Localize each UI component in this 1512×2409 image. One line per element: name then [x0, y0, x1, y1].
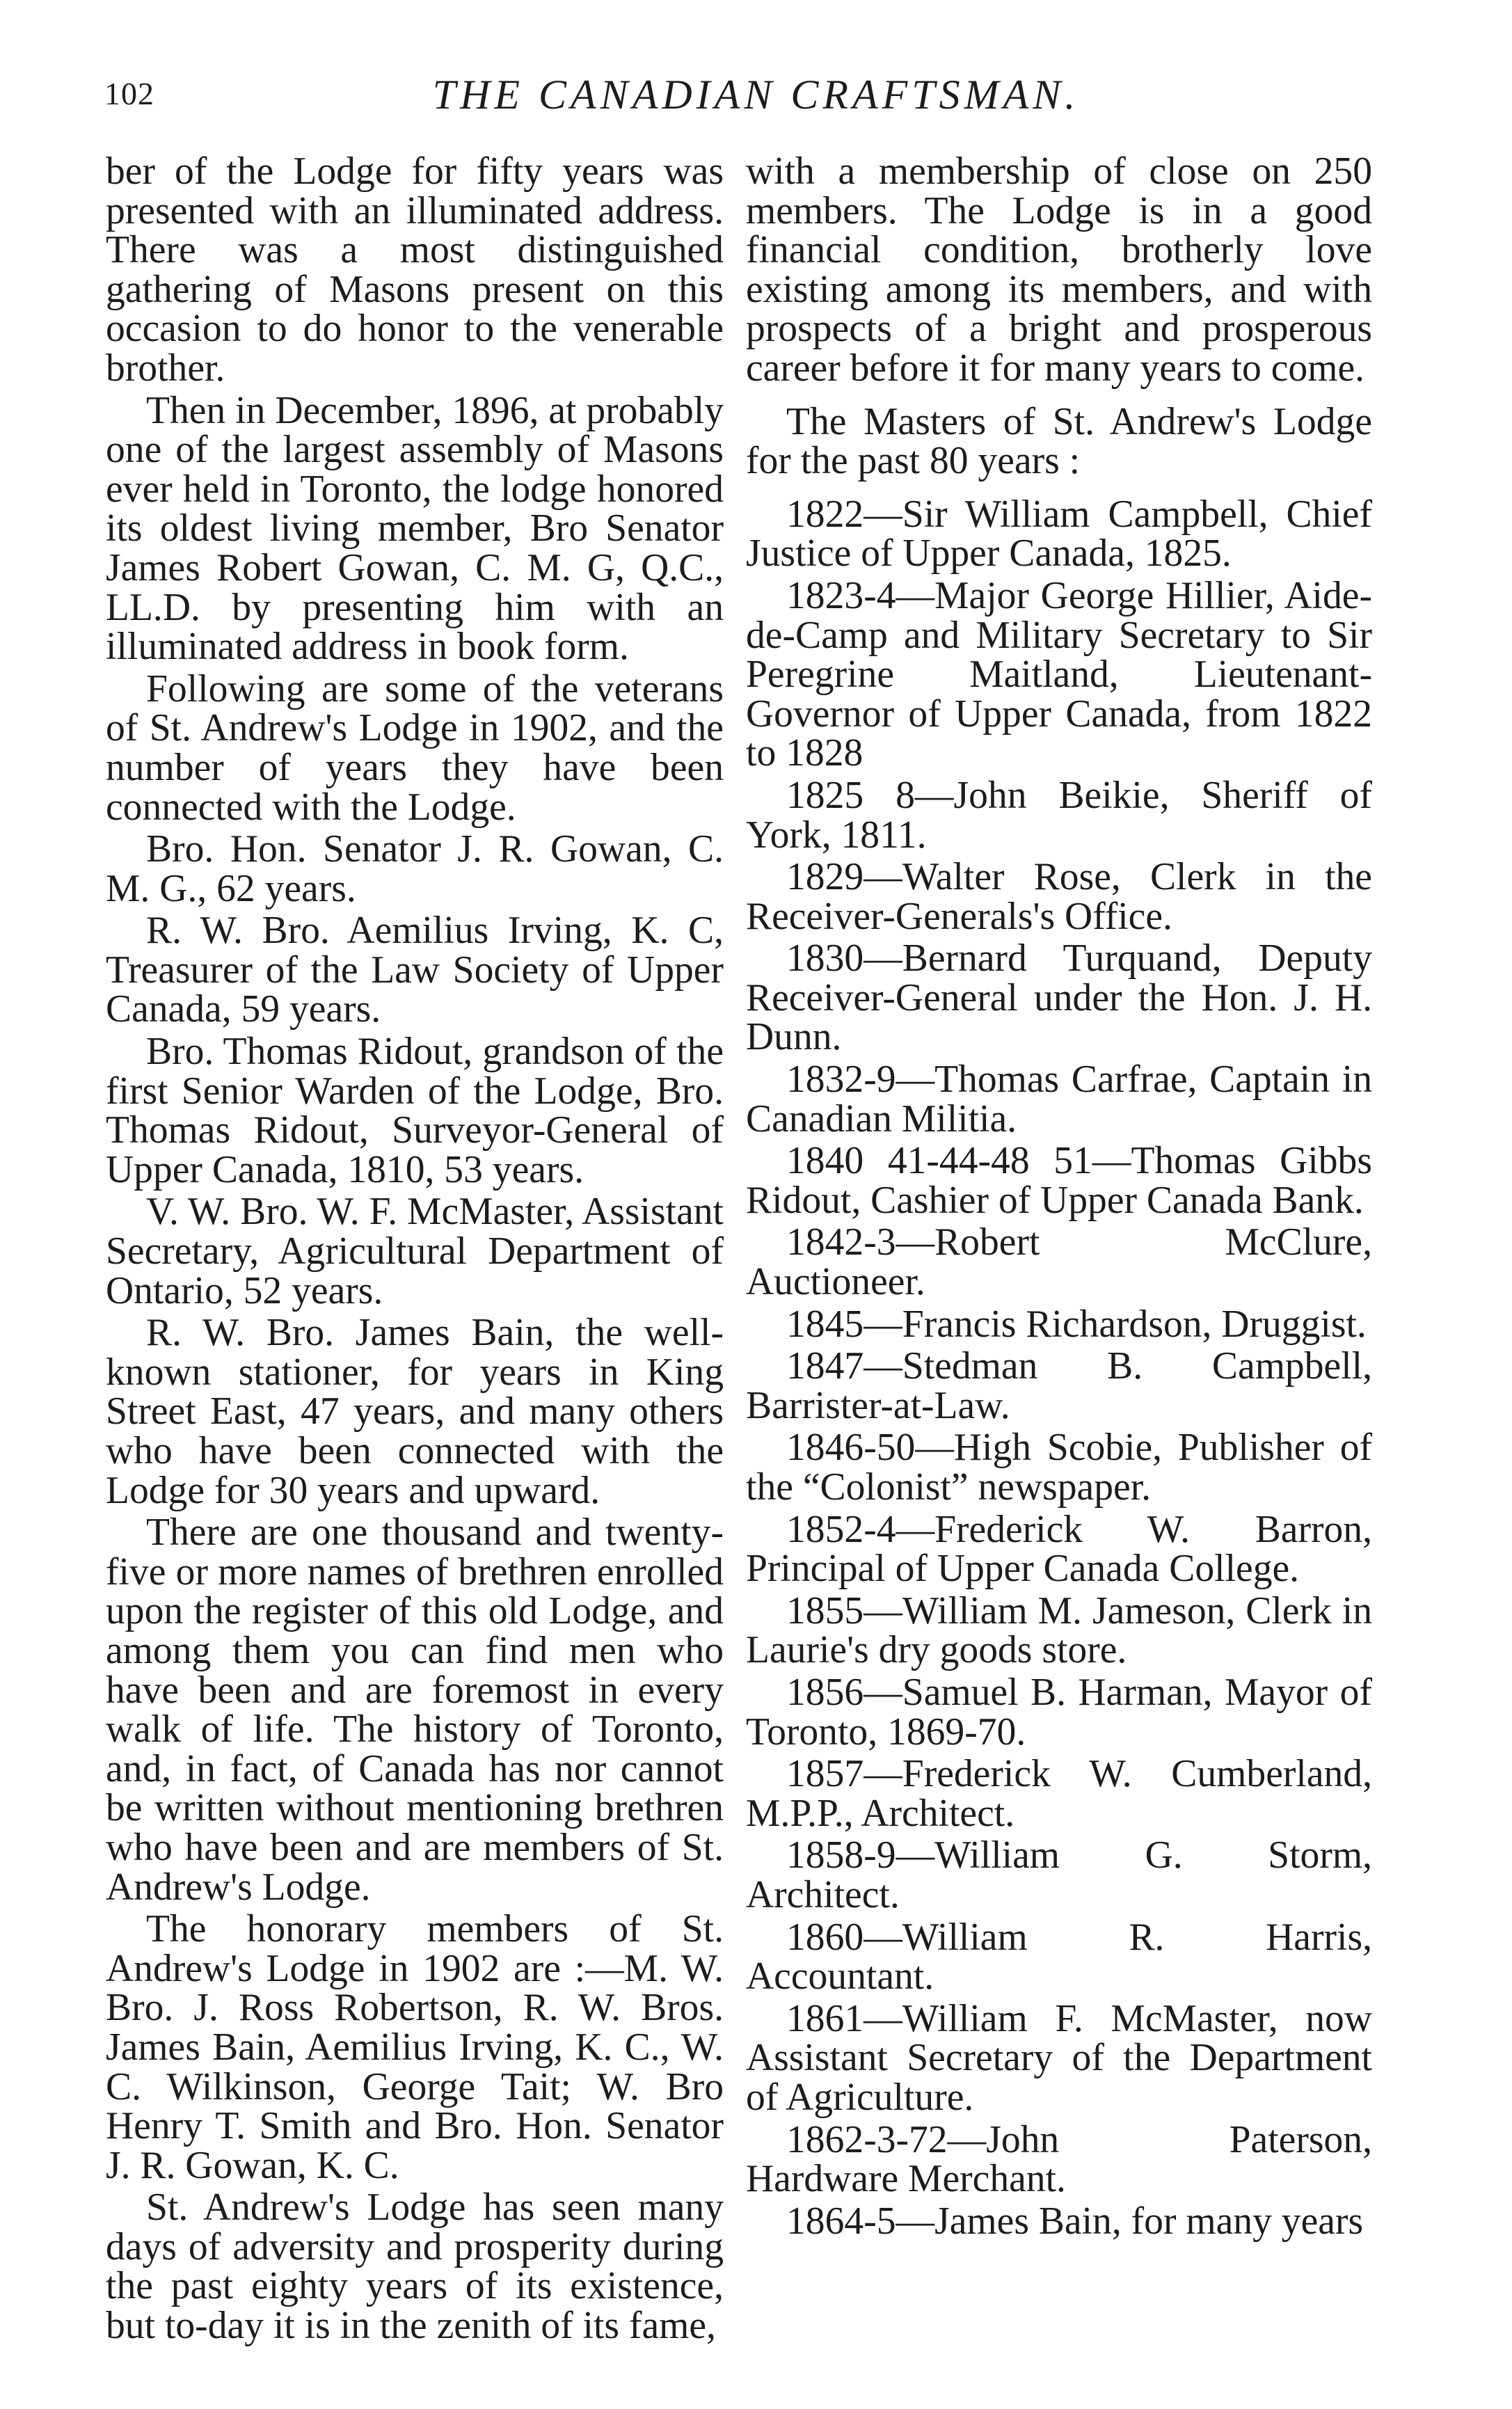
- master-entry: 1842-3—Robert McClure, Auctioneer.: [746, 1221, 1372, 1304]
- master-entry: 1822—Sir William Campbell, Chief Justice of Upper Canada, 1825.: [746, 492, 1372, 575]
- paragraph: ber of the Lodge for fifty years was presented with an illuminated address. There was a most distinguished gathering of Masons present on this occasion to do honor to the venerable brother.: [106, 150, 724, 390]
- paragraph: Bro. Hon. Senator J. R. Gowan, C. M. G., 62 years.: [106, 827, 724, 910]
- left-column: [106, 152, 724, 2348]
- master-entry: 1847—Stedman B. Campbell, Barrister-at-Law.: [746, 1344, 1372, 1427]
- master-entry: 1823-4—Major George Hillier, Aide-de-Camp and Military Secretary to Sir Peregrine Maitland, Lieutenant-Governor of Upper Canada, from 1822 to 1828: [746, 573, 1372, 775]
- master-entry: 1861—William F. McMaster, now Assistant Secretary of the Department of Agriculture.: [746, 1996, 1372, 2119]
- paragraph: R. W. Bro. James Bain, the well-known stationer, for years in King Street East, 47 years, and many others who have been connected with the Lodge for 30 years and upward.: [106, 1311, 724, 1512]
- paragraph: R. W. Bro. Aemilius Irving, K. C, Treasurer of the Law Society of Upper Canada, 59 years.: [106, 909, 724, 1031]
- paragraph: There are one thousand and twenty-five or more names of brethren enrolled upon the register of this old Lodge, and among them you can find men who have been and are foremost in every walk of life. The history of Toronto, and, in fact, of Canada has nor cannot be written without mentioning brethren who have been and are members of St. Andrew's Lodge.: [106, 1511, 724, 1909]
- master-entry: 1829—Walter Rose, Clerk in the Receiver-Generals's Office.: [746, 855, 1372, 938]
- running-title: THE CANADIAN CRAFTSMAN.: [432, 72, 1080, 118]
- master-entry: 1832-9—Thomas Carfrae, Captain in Canadian Militia.: [746, 1058, 1372, 1140]
- master-entry: 1846-50—High Scobie, Publisher of the “Colonist” newspaper.: [746, 1426, 1372, 1509]
- right-column: [746, 152, 1372, 2243]
- master-entry: 1840 41-44-48 51—Thomas Gibbs Ridout, Cashier of Upper Canada Bank.: [746, 1139, 1372, 1222]
- page-number: 102: [104, 76, 154, 111]
- master-entry: 1864-5—James Bain, for many years: [786, 2199, 1364, 2243]
- master-entry: 1855—William M. Jameson, Clerk in Laurie's dry goods store.: [746, 1589, 1372, 1672]
- master-entry: 1825 8—John Beikie, Sheriff of York, 1811.: [746, 773, 1372, 857]
- paragraph: Bro. Thomas Ridout, grandson of the first Senior Warden of the Lodge, Bro. Thomas Ridout, Surveyor-General of Upper Canada, 1810, 53 years.: [106, 1030, 724, 1191]
- paragraph: The honorary members of St. Andrew's Lodge in 1902 are :—M. W. Bro. J. Ross Robertson, R. W. Bros. James Bain, Aemilius Irving, K. C., W. C. Wilkinson, George Tait; W. Bro Henry T. Smith and Bro. Hon. Senator J. R. Gowan, K. C.: [106, 1907, 724, 2187]
- master-entry: 1857—Frederick W. Cumberland, M.P.P., Architect.: [746, 1752, 1372, 1835]
- paragraph: V. W. Bro. W. F. McMaster, Assistant Secretary, Agricultural Department of Ontario, 52 years.: [106, 1190, 724, 1312]
- paragraph: Following are some of the veterans of St. Andrew's Lodge in 1902, and the number of years they have been connected with the Lodge.: [106, 667, 724, 829]
- paragraph: Then in December, 1896, at probably one of the largest assembly of Masons ever held in Toronto, the lodge honored its oldest living member, Bro Senator James Robert Gowan, C. M. G, Q.C., LL.D. by presenting him with an illuminated address in book form.: [106, 388, 724, 669]
- master-entry: 1845—Francis Richardson, Druggist.: [786, 1302, 1367, 1346]
- master-entry: 1852-4—Frederick W. Barron, Principal of Upper Canada College.: [746, 1507, 1372, 1591]
- paragraph: St. Andrew's Lodge has seen many days of adversity and prosperity during the past eighty years of its existence, but to-day it is in the zenith of its fame,: [106, 2186, 724, 2348]
- master-entry: 1860—William R. Harris, Accountant.: [746, 1915, 1372, 1998]
- master-entry: 1862-3-72—John Paterson, Hardware Merchant.: [746, 2117, 1372, 2201]
- paragraph: with a membership of close on 250 members. The Lodge is in a good financial condition, brotherly love existing among its members, and with prospects of a bright and prosperous career before it for many years to come.: [746, 150, 1372, 390]
- masters-intro: The Masters of St. Andrew's Lodge for the past 80 years :: [746, 399, 1372, 483]
- master-entry: 1858-9—William G. Storm, Architect.: [746, 1834, 1372, 1916]
- master-entry: 1830—Bernard Turquand, Deputy Receiver-General under the Hon. J. H. Dunn.: [746, 937, 1372, 1059]
- master-entry: 1856—Samuel B. Harman, Mayor of Toronto, 1869-70.: [746, 1670, 1372, 1754]
